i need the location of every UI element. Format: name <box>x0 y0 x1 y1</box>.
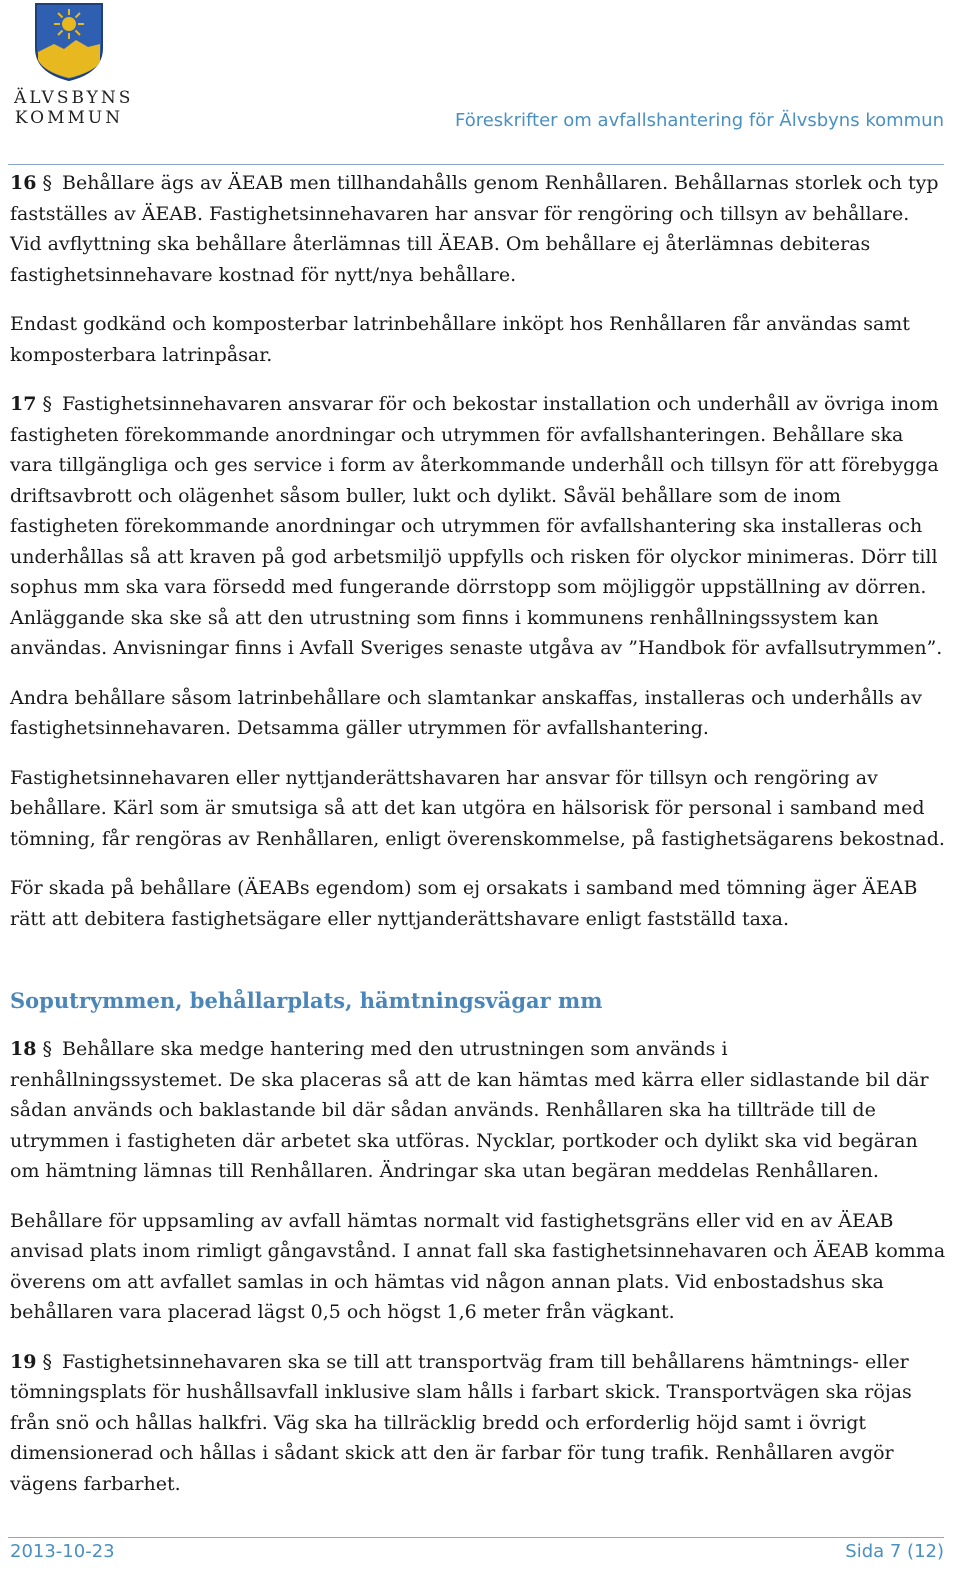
paragraph-number: 18 <box>10 1038 37 1060</box>
coat-of-arms-icon <box>34 2 104 82</box>
section-sign-icon: § <box>42 172 52 194</box>
document-title: Föreskrifter om avfallshantering för Älvsbyns kommun <box>455 110 944 131</box>
paragraph-text: Behållare ägs av ÄEAB men tillhandahålls genom Renhållaren. Behållarnas storlek och typ fastställes av ÄEAB. Fastighetsinnehavaren har ansvar för rengöring och tillsyn av behållare. Vid avflyttning ska behållare återlämnas till ÄEAB. Om behållare ej återlämnas debiteras fastighetsinnehavare kostnad för nytt/nya behållare. <box>10 172 939 286</box>
paragraph-16 <box>10 168 946 290</box>
paragraph-16-continued: Endast godkänd och komposterbar latrinbehållare inköpt hos Renhållaren får användas samt komposterbara latrinpåsar. <box>10 313 910 366</box>
section-sign-icon: § <box>42 1038 52 1060</box>
paragraph-text: Fastighetsinnehavaren ansvarar för och bekostar installation och underhåll av övriga inom fastigheten förekommande anordningar och utrymmen för avfallshanteringen. Behållare ska vara tillgängliga och ges service i form av återkommande underhåll och tillsyn för att förebygga driftsavbrott och olägenhet såsom buller, lukt och dylikt. Såväl behållare som de inom fastigheten förekommande anordningar och utrymmen för avfallshantering ska installeras och underhållas så att kraven på god arbetsmiljö uppfylls och risken för olyckor minimeras. Dörr till sophus mm ska vara försedd med fungerande dörrstopp som möjliggör uppställning av dörren. Anläggande ska ske så att den utrustning som finns i kommunens renhållningssystem kan användas. Anvisningar finns i Avfall Sveriges senaste utgåva av ”Handbok för avfallsutrymmen”. <box>10 393 943 659</box>
paragraph-17 <box>10 389 946 664</box>
paragraph-number: 17 <box>10 393 37 415</box>
paragraph-17-continued-1: Andra behållare såsom latrinbehållare och slamtankar anskaffas, installeras och underhålls av fastighetsinnehavaren. Detsamma gäller utrymmen för avfallshantering. <box>10 686 922 739</box>
logo-text-line1: ÄLVSBYNS <box>14 88 134 108</box>
paragraph-18 <box>10 1034 946 1187</box>
page-header <box>0 0 960 165</box>
section-sign-icon: § <box>42 393 52 415</box>
paragraph-number: 19 <box>10 1350 37 1373</box>
section-heading: Soputrymmen, behållarplats, hämtningsvägar mm <box>10 988 603 1013</box>
paragraph-17-continued-2: Fastighetsinnehavaren eller nyttjanderättshavaren har ansvar för tillsyn och rengöring av behållare. Kärl som är smutsiga så att det kan utgöra en hälsorisk för personal i samband med tömning, får rengöras av Renhållaren, enligt överenskommelse, på fastighetsägarens bekostnad. <box>10 766 945 850</box>
paragraph-text: Behållare ska medge hantering med den utrustningen som används i renhållningssystemet. De ska placeras så att de kan hämtas med kärra eller sidlastande bil där sådan används och baklastande bil där sådan används. Renhållaren ska ha tillträde till de utrymmen i fastigheten där arbetet ska utföras. Nycklar, portkoder och dylikt ska vid begäran om hämtning lämnas till Renhållaren. Ändringar ska utan begäran meddelas Renhållaren. <box>10 1038 929 1182</box>
municipality-logo <box>14 2 134 128</box>
logo-text-line2: KOMMUN <box>14 108 124 128</box>
footer-date: 2013-10-23 <box>10 1541 115 1562</box>
paragraph-number: 16 <box>10 172 37 194</box>
paragraph-17-continued-3: För skada på behållare (ÄEABs egendom) som ej orsakats i samband med tömning äger ÄEAB rätt att debitera fastighetsägare eller nyttjanderättshavare enligt fastställd taxa. <box>10 877 918 930</box>
paragraph-19 <box>10 1347 946 1500</box>
logo-text <box>14 88 134 128</box>
footer-page-number: Sida 7 (12) <box>845 1541 944 1562</box>
paragraph-text: Fastighetsinnehavaren ska se till att transportväg fram till behållarens hämtnings- eller tömningsplats för hushållsavfall inklusive slam hålls i farbart skick. Transportvägen ska röjas från snö och hållas halkfri. Väg ska ha tillräcklig bredd och erforderlig höjd samt i övrigt dimensionerad och hållas i sådant skick att den är farbar för tung trafik. Renhållaren avgör vägens farbarhet. <box>10 1350 912 1495</box>
section-sign-icon: § <box>42 1350 52 1373</box>
document-body <box>10 168 946 1518</box>
header-divider <box>8 164 944 165</box>
footer-divider <box>8 1537 944 1538</box>
paragraph-18-continued: Behållare för uppsamling av avfall hämtas normalt vid fastighetsgräns eller vid en av ÄEAB anvisad plats inom rimligt gångavstånd. I annat fall ska fastighetsinnehavaren och ÄEAB komma överens om att avfallet samlas in och hämtas vid någon annan plats. Vid enbostadshus ska behållaren vara placerad lägst 0,5 och högst 1,6 meter från vägkant. <box>10 1209 946 1323</box>
